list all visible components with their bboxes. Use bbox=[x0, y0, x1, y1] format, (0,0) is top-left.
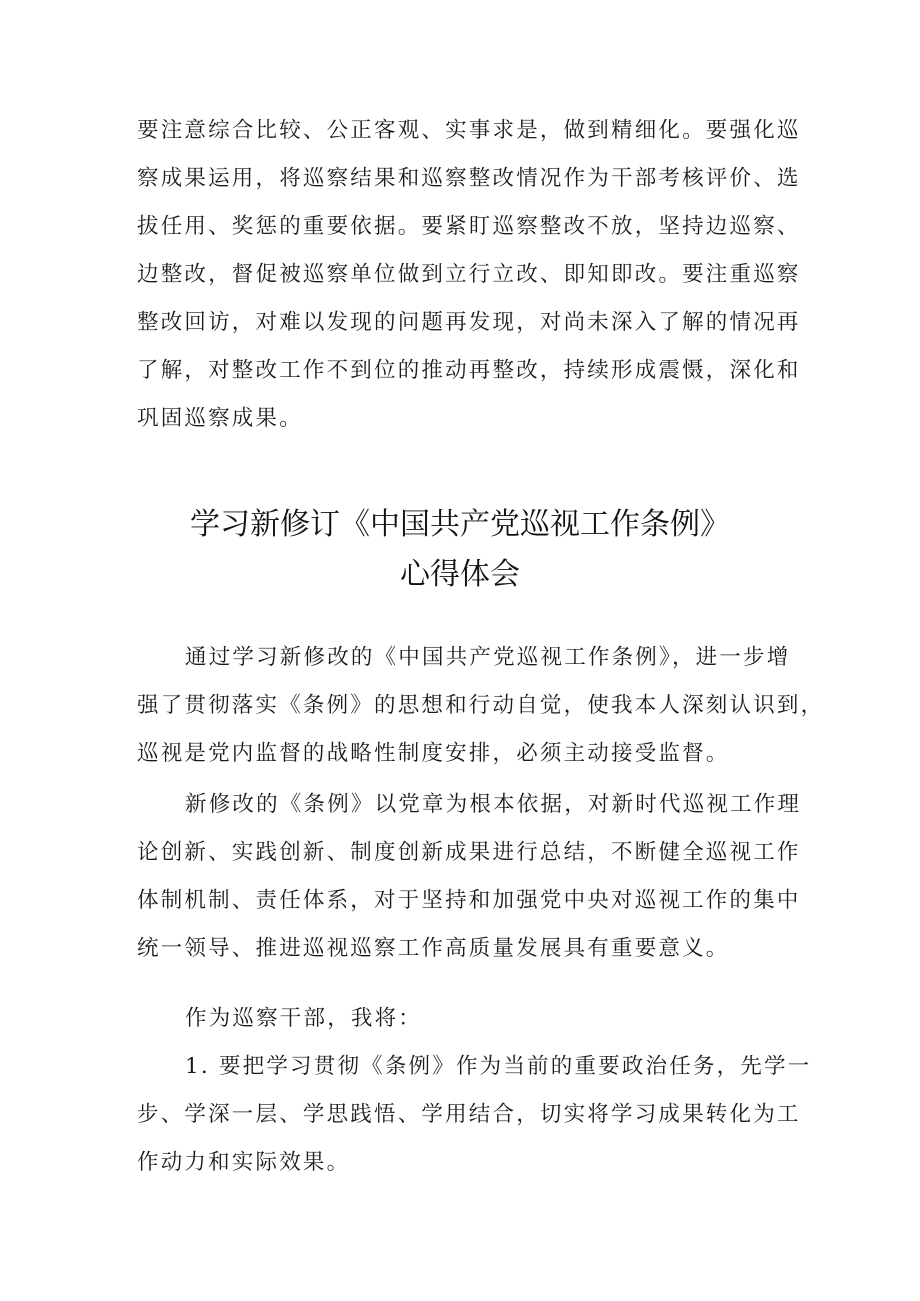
text-line: 巡视是党内监督的战略性制度安排，必须主动接受监督。 bbox=[137, 741, 730, 766]
text-line: 察成果运用，将巡察结果和巡察整改情况作为干部考核评价、选 bbox=[137, 166, 801, 191]
text-line: 统一领导、推进巡视巡察工作高质量发展具有重要意义。 bbox=[137, 936, 730, 961]
text-line: 1. 要把学习贯彻《条例》作为当前的重要政治任务，先学一 bbox=[185, 1054, 812, 1079]
text-line: 强了贯彻落实《条例》的思想和行动自觉，使我本人深刻认识到， bbox=[137, 693, 825, 718]
text-line: 作动力和实际效果。 bbox=[137, 1150, 351, 1175]
text-line: 了解，对整改工作不到位的推动再整改，持续形成震慑，深化和 bbox=[137, 358, 801, 383]
text-line: 作为巡察干部，我将： bbox=[185, 1006, 423, 1031]
text-line: 体制机制、责任体系，对于坚持和加强党中央对巡视工作的集中 bbox=[137, 888, 801, 913]
text-line: 通过学习新修改的《中国共产党巡视工作条例》，进一步增 bbox=[185, 645, 791, 670]
title-line-1: 学习新修订《中国共产党巡视工作条例》 bbox=[190, 507, 730, 542]
text-line: 整改回访，对难以发现的问题再发现，对尚未深入了解的情况再 bbox=[137, 310, 801, 335]
text-line: 拔任用、奖惩的重要依据。要紧盯巡察整改不放，坚持边巡察、 bbox=[137, 214, 801, 239]
text-line: 新修改的《条例》以党章为根本依据，对新时代巡视工作理 bbox=[185, 792, 802, 817]
text-line: 要注意综合比较、公正客观、实事求是，做到精细化。要强化巡 bbox=[137, 118, 801, 143]
text-line: 论创新、实践创新、制度创新成果进行总结，不断健全巡视工作 bbox=[137, 840, 801, 865]
text-line: 边整改，督促被巡察单位做到立行立改、即知即改。要注重巡察 bbox=[137, 262, 801, 287]
text-line: 巩固巡察成果。 bbox=[137, 406, 303, 431]
title-line-2: 心得体会 bbox=[400, 557, 520, 592]
text-line: 步、学深一层、学思践悟、学用结合，切实将学习成果转化为工 bbox=[137, 1102, 801, 1127]
